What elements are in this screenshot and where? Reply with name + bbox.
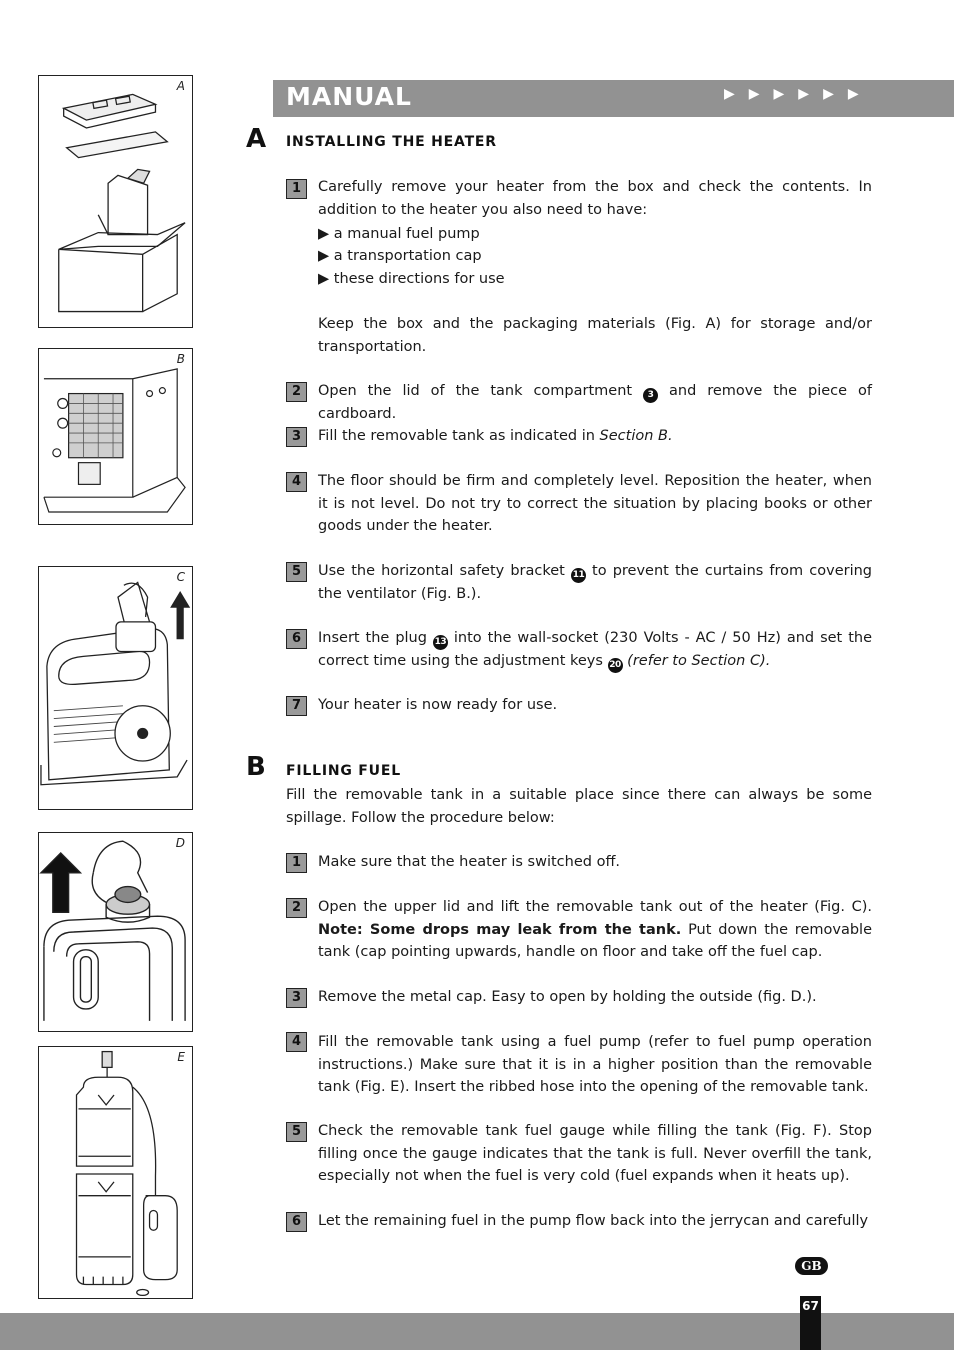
step-number: 3 <box>286 427 307 447</box>
step-text: Fill the removable tank using a fuel pump (refer to fuel pump operation instructions.) Make sure that it is in a higher position than the removable tank (Fig. E). Insert the ribbed hose into the opening of the removable tank. <box>318 1034 872 1095</box>
step-number: 5 <box>286 1122 307 1142</box>
section-b-letter: B <box>246 752 266 782</box>
step-number: 2 <box>286 382 307 402</box>
figure-c <box>38 566 193 810</box>
storage-note: Keep the box and the packaging materials (Fig. A) for storage and/or transportation. <box>318 316 872 355</box>
figure-d <box>38 832 193 1032</box>
step-number: 6 <box>286 629 307 649</box>
figure-e <box>38 1046 193 1299</box>
step-number: 2 <box>286 898 307 918</box>
part-number-icon: 11 <box>571 568 586 583</box>
page-number: 67 <box>800 1296 821 1350</box>
step-text: Fill the removable tank as indicated in Section B. <box>318 428 673 444</box>
step-text: Insert the plug 13 into the wall-socket (230 Volts - AC / 50 Hz) and set the correct time using the adjustment keys 20 (refer to Section C). <box>318 627 872 673</box>
figure-letter: B <box>176 352 185 366</box>
figure-letter: C <box>176 570 185 584</box>
step-text: Open the lid of the tank compartment 3 and remove the piece of cardboard. <box>318 383 872 422</box>
step-number: 1 <box>286 179 307 199</box>
language-badge: GB <box>795 1257 828 1275</box>
step-text: Remove the metal cap. Easy to open by holding the outside (fig. D.). <box>318 989 817 1005</box>
step-number: 3 <box>286 988 307 1008</box>
figure-b <box>38 348 193 525</box>
step-text: Your heater is now ready for use. <box>318 697 558 713</box>
part-number-icon: 20 <box>608 658 623 673</box>
figure-letter: E <box>177 1050 185 1064</box>
step-text: Carefully remove your heater from the box and check the contents. In addition to the heater you also need to have: <box>318 179 872 218</box>
step-number: 4 <box>286 472 307 492</box>
part-number-icon: 13 <box>433 635 448 650</box>
section-b-title: FILLING FUEL <box>286 763 401 779</box>
lift-tank-illustration <box>39 567 192 809</box>
heater-box-illustration <box>39 76 192 327</box>
step-number: 5 <box>286 562 307 582</box>
heater-back-illustration <box>39 349 192 524</box>
step-text: The floor should be firm and completely level. Reposition the heater, when it is not level. Do not try to correct the situation by placing books or other goods under the heater. <box>318 473 872 534</box>
manual-header-bar <box>273 80 954 117</box>
figure-a <box>38 75 193 328</box>
section-b-intro: Fill the removable tank in a suitable place since there can always be some spillage. Follow the procedure below: <box>286 787 872 826</box>
step-text: Open the upper lid and lift the removable tank out of the heater (Fig. C). Note: Some drops may leak from the tank. Put down the removable tank (cap pointing upwards, handle on floor and take off the fuel cap. <box>318 899 872 960</box>
step-number: 1 <box>286 853 307 873</box>
figure-letter: D <box>175 836 185 850</box>
bullet-item: ▶ these directions for use <box>318 271 505 287</box>
section-a-title: INSTALLING THE HEATER <box>286 134 497 150</box>
step-text: Make sure that the heater is switched off. <box>318 854 621 870</box>
fuel-pump-illustration <box>39 1047 192 1298</box>
bullet-item: ▶ a manual fuel pump <box>318 226 480 242</box>
step-number: 4 <box>286 1032 307 1052</box>
page-title: MANUAL <box>286 82 412 111</box>
part-number-icon: 3 <box>643 388 658 403</box>
step-number: 7 <box>286 696 307 716</box>
bullet-item: ▶ a transportation cap <box>318 248 482 264</box>
figure-letter: A <box>176 79 185 93</box>
step-text: Use the horizontal safety bracket 11 to prevent the curtains from covering the ventilator (Fig. B.). <box>318 563 872 602</box>
step-text: Let the remaining fuel in the pump flow back into the jerrycan and carefully <box>318 1213 869 1229</box>
remove-cap-illustration <box>39 833 192 1031</box>
section-a-letter: A <box>246 124 267 154</box>
step-text: Check the removable tank fuel gauge while filling the tank (Fig. F). Stop filling once the gauge indicates that the tank is full. Never overfill the tank, especially not when the fuel is very cold (fuel expands when it heats up). <box>318 1123 872 1184</box>
arrow-decoration-icon: ▶▶▶▶▶▶ <box>724 86 873 102</box>
step-number: 6 <box>286 1212 307 1232</box>
